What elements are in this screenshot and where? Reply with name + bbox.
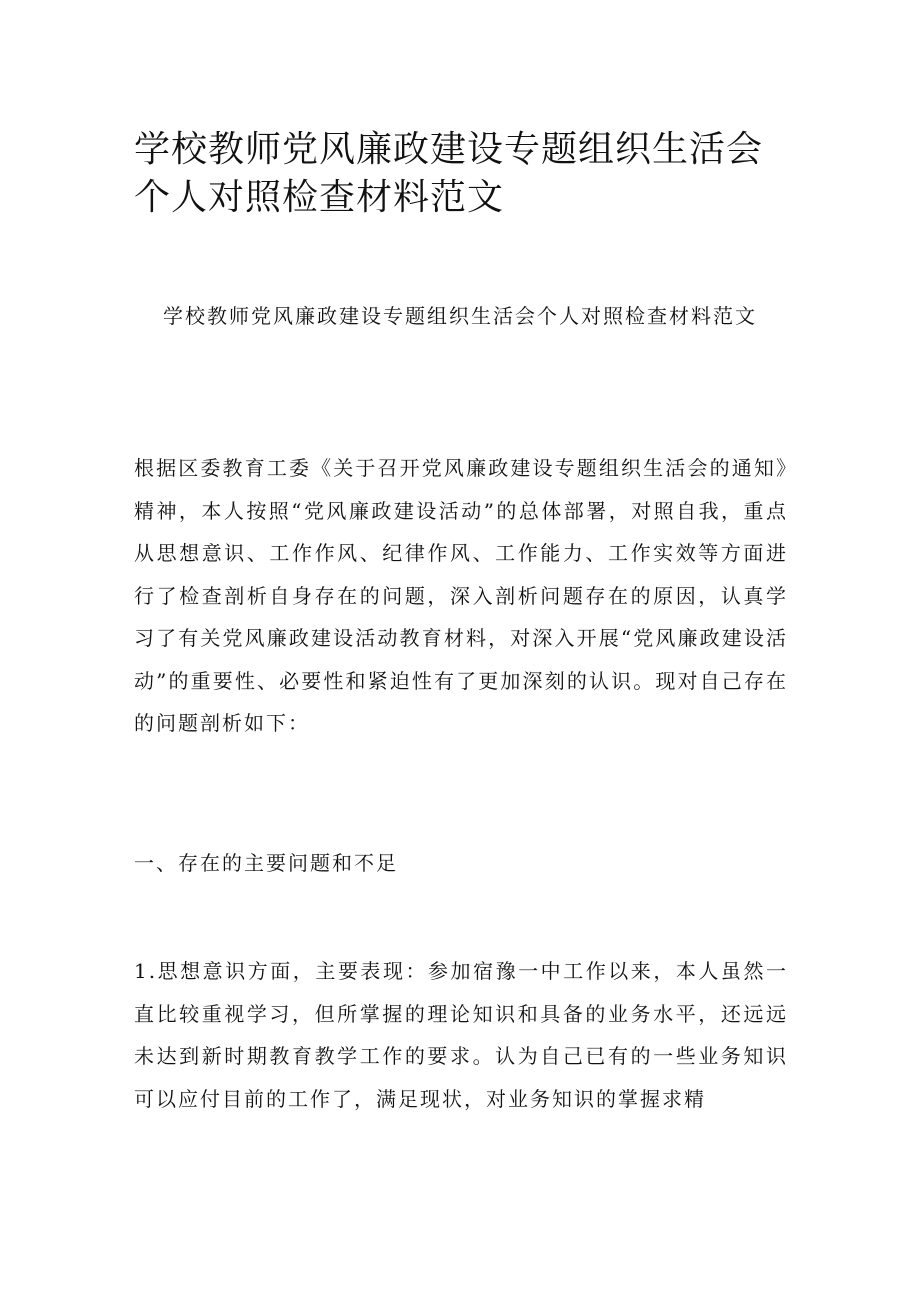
intro-paragraph: 根据区委教育工委《关于召开党风廉政建设专题组织生活会的通知》精神，本人按照“党风廉政建设活动”的总体部署，对照自我，重点从思想意识、工作作风、纪律作风、工作能力、工作实效等方面进行了检查剖析自身存在的问题，深入剖析问题存在的原因，认真学习了有关党风廉政建设活动教育材料，对深入开展“党风廉政建设活动”的重要性、必要性和紧迫性有了更加深刻的认识。现对自己存在的问题剖析如下： (134, 456, 788, 735)
document-title: 学校教师党风廉政建设专题组织生活会个人对照检查材料范文 (134, 129, 764, 218)
document-subtitle: 学校教师党风廉政建设专题组织生活会个人对照检查材料范文 (163, 304, 757, 328)
section-heading: 一、存在的主要问题和不足 (134, 851, 398, 875)
point-1-paragraph: 1.思想意识方面，主要表现：参加宿豫一中工作以来，本人虽然一直比较重视学习，但所掌握的理论知识和具备的业务水平，还远远未达到新时期教育教学工作的要求。认为自己已有的一些业务知识可以应付目前的工作了，满足现状，对业务知识的掌握求精 (134, 959, 788, 1111)
